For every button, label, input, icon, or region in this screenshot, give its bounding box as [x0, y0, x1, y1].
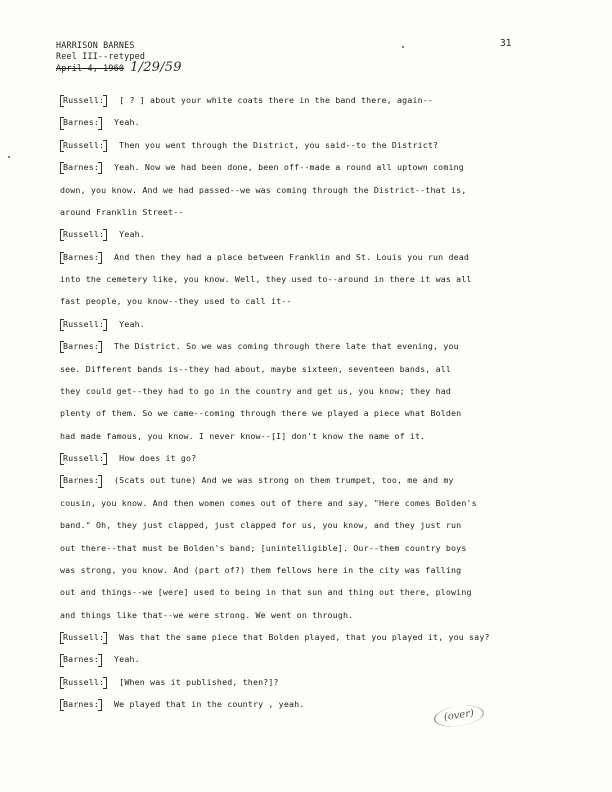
line-spacer	[60, 442, 585, 453]
speaker-label: Russell:	[60, 140, 107, 151]
line-text: Yeah.	[114, 654, 140, 665]
line-text: and things like that--we were strong. We went on through.	[60, 609, 354, 620]
line-spacer	[60, 218, 585, 229]
line-text: band." Oh, they just clapped, just clapped for us, you know, and they just run	[60, 520, 462, 531]
line-spacer	[60, 196, 585, 207]
transcript-line	[60, 162, 585, 173]
line-text: out there--that must be Bolden's band; [unintelligible]. Our--them country boys	[60, 542, 467, 553]
line-spacer	[60, 554, 585, 565]
line-spacer	[60, 621, 585, 632]
line-text: Was that the same piece that Bolden played, that you played it, you say?	[119, 632, 490, 642]
transcript-line	[60, 610, 585, 621]
speaker-label: Russell:	[60, 95, 107, 106]
transcript-line	[60, 95, 585, 106]
line-text: down, you know. And we had passed--we was coming through the District--that is,	[60, 184, 467, 195]
line-text: Then you went through the District, you said--to the District?	[119, 139, 439, 150]
speaker-label: Russell:	[60, 677, 107, 688]
stray-mark	[402, 46, 404, 48]
stray-mark	[8, 156, 10, 158]
line-spacer	[60, 509, 585, 520]
transcript-line	[60, 252, 585, 263]
transcript-line	[60, 587, 585, 598]
line-spacer	[60, 464, 585, 475]
transcript-line	[60, 229, 585, 240]
line-spacer	[60, 106, 585, 117]
transcript-line	[60, 431, 585, 442]
line-text: fast people, you know--they used to call it--	[60, 296, 292, 307]
transcript-line	[60, 408, 585, 419]
transcript-line	[60, 520, 585, 531]
transcript-line	[60, 140, 585, 151]
line-text: was strong, you know. And (part of?) them fellows here in the city was falling	[60, 564, 462, 575]
transcript-line	[60, 117, 585, 128]
line-text: Yeah.	[114, 117, 140, 128]
interviewee-name: HARRISON BARNES	[56, 40, 135, 50]
handwritten-margin-note: (over)	[433, 703, 485, 730]
transcript-line	[60, 543, 585, 554]
speaker-label: Barnes:	[60, 252, 102, 263]
date-line	[56, 62, 182, 74]
transcript-line	[60, 654, 585, 665]
transcript-line	[60, 207, 585, 218]
line-spacer	[60, 666, 585, 677]
line-spacer	[60, 330, 585, 341]
speaker-label: Barnes:	[60, 699, 102, 710]
transcript-line	[60, 386, 585, 397]
line-spacer	[60, 375, 585, 386]
line-text: Yeah.	[119, 229, 145, 240]
speaker-label: Barnes:	[60, 162, 102, 173]
line-spacer	[60, 531, 585, 542]
line-text: plenty of them. So we came--coming through there we played a piece what Bolden	[60, 408, 462, 419]
line-text: they could get--they had to go in the country and get us, you know; they had	[60, 385, 452, 396]
line-spacer	[60, 151, 585, 162]
line-spacer	[60, 688, 585, 699]
transcript-line	[60, 475, 585, 486]
speaker-label: Russell:	[60, 229, 107, 240]
transcript-line	[60, 341, 585, 352]
transcript-line	[60, 632, 585, 643]
transcript-line	[60, 274, 585, 285]
reel-label: Reel III--retyped	[56, 51, 146, 61]
speaker-label: Russell:	[60, 453, 107, 464]
line-text: (Scats out tune) And we was strong on them trumpet, too, me and my	[114, 475, 454, 486]
transcript-line	[60, 677, 585, 688]
line-text: Yeah. Now we had been done, been off--made a round all uptown coming	[114, 162, 464, 173]
line-spacer	[60, 263, 585, 274]
line-text: Yeah.	[119, 318, 145, 329]
line-spacer	[60, 352, 585, 363]
line-spacer	[60, 240, 585, 251]
speaker-label: Barnes:	[60, 654, 102, 665]
line-text: around Franklin Street--	[60, 206, 184, 217]
transcript-line	[60, 296, 585, 307]
transcript-line	[60, 699, 585, 710]
line-spacer	[60, 598, 585, 609]
line-text: out and things--we [were] used to being in that sun and thing out there, plowing	[60, 587, 472, 598]
transcript-line	[60, 565, 585, 576]
line-text: [ ? ] about your white coats there in the band there, again--	[119, 95, 434, 105]
line-spacer	[60, 419, 585, 430]
transcript-line	[60, 498, 585, 509]
transcript-line	[60, 453, 585, 464]
transcript-line	[60, 319, 585, 330]
speaker-label: Barnes:	[60, 475, 102, 486]
line-text: cousin, you know. And then women comes out of there and say, "Here comes Bolden's	[60, 497, 477, 508]
transcript-body	[60, 95, 585, 710]
line-spacer	[60, 487, 585, 498]
transcript-line	[60, 185, 585, 196]
speaker-label: Barnes:	[60, 341, 102, 352]
line-spacer	[60, 129, 585, 140]
speaker-label: Russell:	[60, 319, 107, 330]
line-text: We played that in the country , yeah.	[114, 699, 305, 710]
line-text: into the cemetery like, you know. Well, they used to--around in there it was all	[60, 274, 472, 284]
document-header	[56, 40, 182, 74]
line-text: [When was it published, then?]?	[119, 676, 279, 687]
struck-date: April 4, 1960	[56, 63, 125, 73]
transcript-line	[60, 364, 585, 375]
speaker-label: Russell:	[60, 632, 107, 643]
line-text: had made famous, you know. I never know--[I] don't know the name of it.	[60, 430, 426, 441]
line-spacer	[60, 308, 585, 319]
handwritten-date: 1/29/59	[130, 60, 182, 75]
line-spacer	[60, 576, 585, 587]
line-text: And then they had a place between Franklin and St. Louis you run dead	[114, 251, 470, 262]
line-spacer	[60, 173, 585, 184]
page-number: 31	[500, 38, 512, 49]
line-text: The District. So we was coming through there late that evening, you	[114, 341, 459, 352]
speaker-label: Barnes:	[60, 117, 102, 128]
line-text: see. Different bands is--they had about, maybe sixteen, seventeen bands, all	[60, 363, 452, 374]
line-text: How does it go?	[119, 453, 197, 463]
line-spacer	[60, 643, 585, 654]
line-spacer	[60, 285, 585, 296]
line-spacer	[60, 397, 585, 408]
